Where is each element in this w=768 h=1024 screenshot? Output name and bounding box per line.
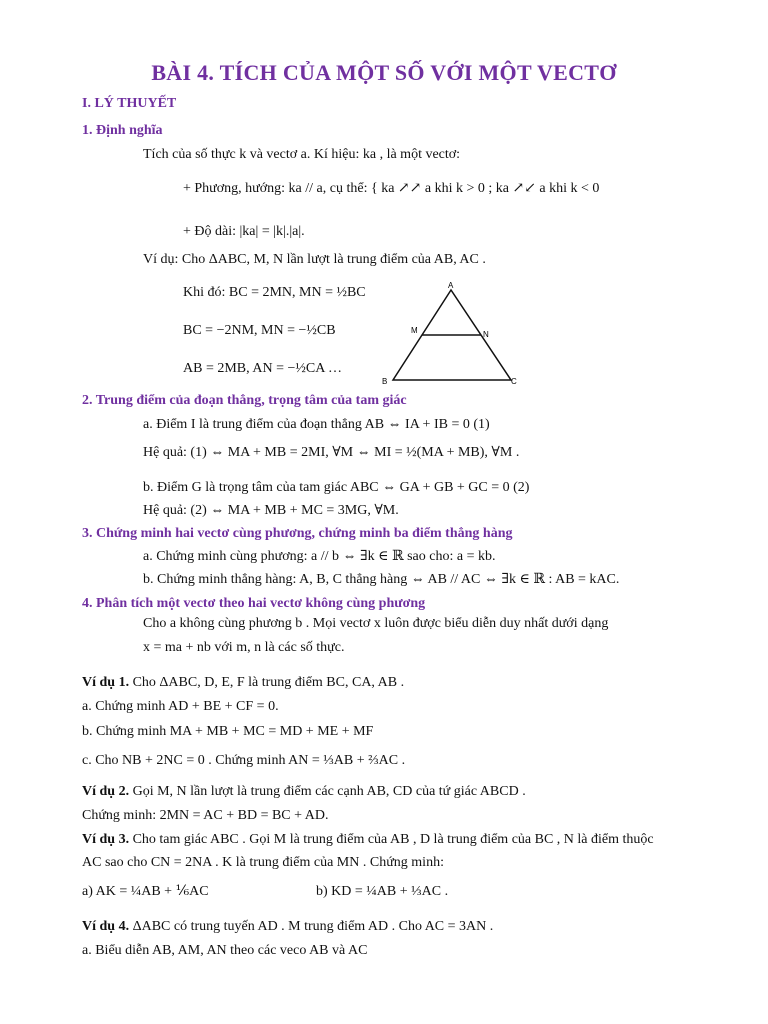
example-2-label: Ví dụ 2. [82, 784, 130, 799]
example-1-part-b: b. Chứng minh MA + MB + MC = MD + ME + MF [82, 724, 374, 739]
example-formula-1: Khi đó: BC = 2MN, MN = ½BC [183, 285, 366, 300]
centroid-line: b. Điểm G là trọng tâm của tam giác ABC ⇔ GA + GB + GC = 0 (2) [143, 480, 530, 495]
example-3-line-2: AC sao cho CN = 2NA . K là trung điểm của MN . Chứng minh: [82, 855, 444, 870]
parallel-proof-line: a. Chứng minh cùng phương: a // b ⇔ ∃k ∈ ℝ sao cho: a = kb. [143, 549, 496, 564]
example-3-part-b: b) KD = ¼AB + ⅓AC . [316, 884, 449, 899]
collinear-proof-line: b. Chứng minh thẳng hàng: A, B, C thẳng hàng ⇔ AB // AC ⇔ ∃k ∈ ℝ : AB = kAC. [143, 572, 620, 587]
example-1 [82, 676, 404, 690]
example-intro: Ví dụ: Cho ΔABC, M, N lần lượt là trung điểm của AB, AC . [143, 252, 486, 267]
example-3-part-a: a) AK = ¼AB + ⅙AC [82, 884, 209, 899]
example-3-text: Cho tam giác ABC . Gọi M là trung điểm của AB , D là trung điểm của BC , N là điểm thuộc [129, 832, 654, 847]
example-4-text: ΔABC có trung tuyến AD . M trung điểm AD . Cho AC = 3AN . [129, 919, 494, 934]
example-4-label: Ví dụ 4. [82, 919, 130, 934]
label-m: M [411, 326, 418, 335]
example-2-proof: Chứng minh: 2MN = AC + BD = BC + AD. [82, 808, 329, 823]
midpoint-line: a. Điểm I là trung điểm của đoạn thẳng AB ⇔ IA + IB = 0 (1) [143, 417, 490, 432]
decomposition-line-2: x = ma + nb với m, n là các số thực. [143, 640, 345, 655]
example-1-part-a: a. Chứng minh AD + BE + CF = 0. [82, 699, 279, 714]
example-3 [82, 833, 654, 847]
label-b: B [382, 377, 388, 386]
example-1-part-c: c. Cho NB + 2NC = 0 . Chứng minh AN = ⅓AB + ⅔AC . [82, 753, 406, 768]
example-2 [82, 785, 526, 799]
centroid-corollary: Hệ quả: (2) ⇔ MA + MB + MC = 3MG, ∀M. [143, 503, 399, 518]
example-4-part-a: a. Biểu diễn AB, AM, AN theo các veco AB và AC [82, 943, 368, 958]
heading-midpoint-centroid: 2. Trung điểm của đoạn thẳng, trọng tâm của tam giác [82, 393, 407, 408]
heading-decomposition: 4. Phân tích một vectơ theo hai vectơ không cùng phương [82, 596, 426, 611]
example-4 [82, 920, 493, 934]
label-n: N [483, 330, 489, 339]
example-1-label: Ví dụ 1. [82, 675, 130, 690]
midpoint-corollary: Hệ quả: (1) ⇔ MA + MB = 2MI, ∀M ⇔ MI = ½(MA + MB), ∀M . [143, 445, 520, 460]
length-line: + Độ dài: |ka| = |k|.|a|. [183, 224, 305, 239]
example-1-text: Cho ΔABC, D, E, F là trung điểm BC, CA, AB . [129, 675, 405, 690]
label-a: A [448, 281, 454, 290]
heading-definition: 1. Định nghĩa [82, 123, 163, 138]
heading-collinear: 3. Chứng minh hai vectơ cùng phương, chứng minh ba điểm thẳng hàng [82, 526, 513, 541]
direction-line: + Phương, hướng: ka // a, cụ thể: { ka ↗↗ a khi k > 0 ; ka ↗↙ a khi k < 0 [183, 181, 600, 196]
example-formula-3: AB = 2MB, AN = −½CA … [183, 361, 343, 376]
example-3-label: Ví dụ 3. [82, 832, 130, 847]
decomposition-line-1: Cho a không cùng phương b . Mọi vectơ x luôn được biểu diễn duy nhất dưới dạng [143, 616, 609, 631]
example-formula-2: BC = −2NM, MN = −½CB [183, 323, 336, 338]
triangle-diagram [378, 280, 528, 390]
page-title: BÀI 4. TÍCH CỦA MỘT SỐ VỚI MỘT VECTƠ [151, 60, 617, 85]
definition-line: Tích của số thực k và vectơ a. Kí hiệu: ka , là một vectơ: [143, 147, 461, 162]
section-heading-theory: I. LÝ THUYẾT [82, 96, 177, 111]
example-2-text: Gọi M, N lần lượt là trung điểm các cạnh AB, CD của tứ giác ABCD . [129, 784, 526, 799]
label-c: C [511, 377, 517, 386]
